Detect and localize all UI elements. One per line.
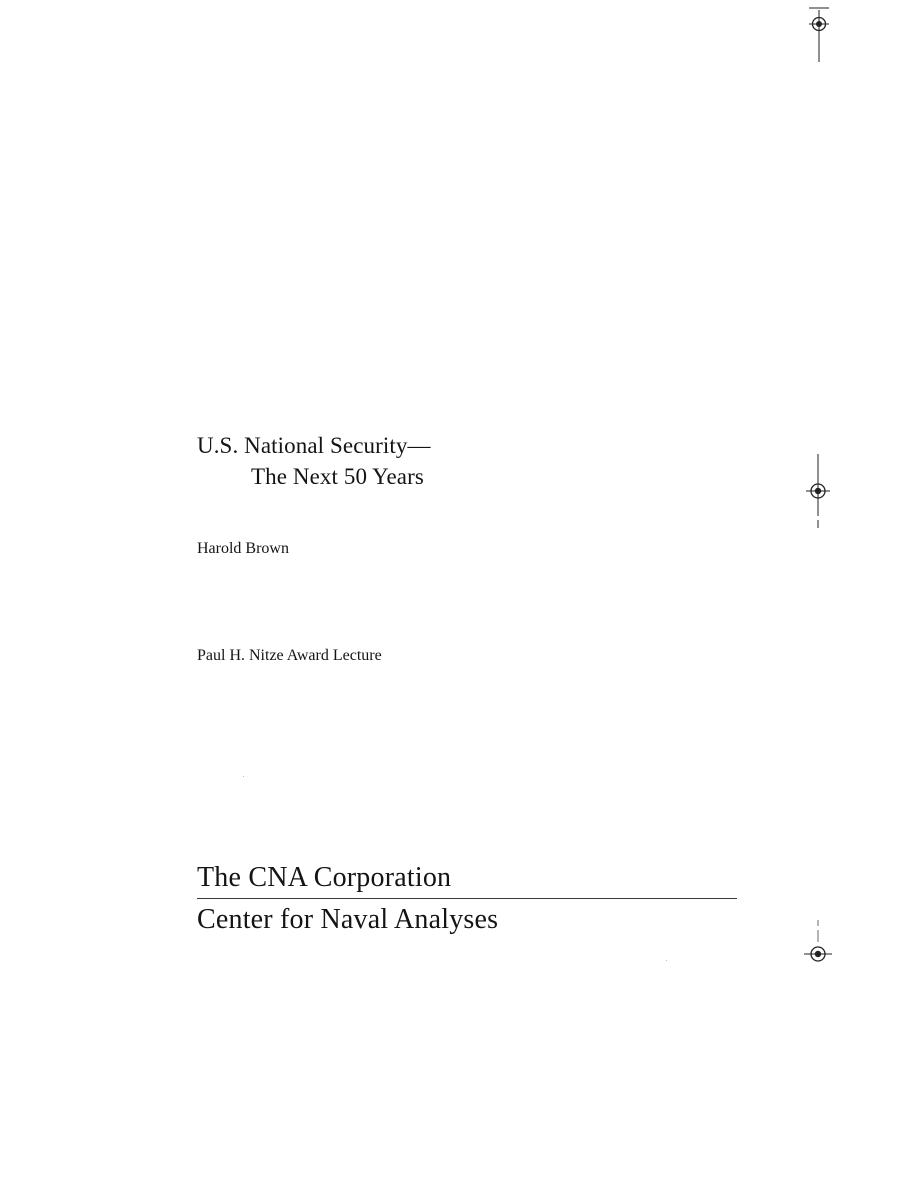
organization-divider [197,898,737,899]
title-line-1: U.S. National Security— [197,433,431,458]
lecture-name: Paul H. Nitze Award Lecture [197,647,382,664]
organization-name: The CNA Corporation [197,862,452,893]
author-name: Harold Brown [197,540,289,557]
registration-mark-bottom-icon [801,918,835,968]
registration-mark-middle-icon [801,452,835,532]
organization-division: Center for Naval Analyses [197,904,499,935]
title-line-2: The Next 50 Years [251,464,424,489]
registration-mark-top-icon [803,2,835,66]
scan-speck [666,960,667,961]
scan-speck [243,776,244,777]
